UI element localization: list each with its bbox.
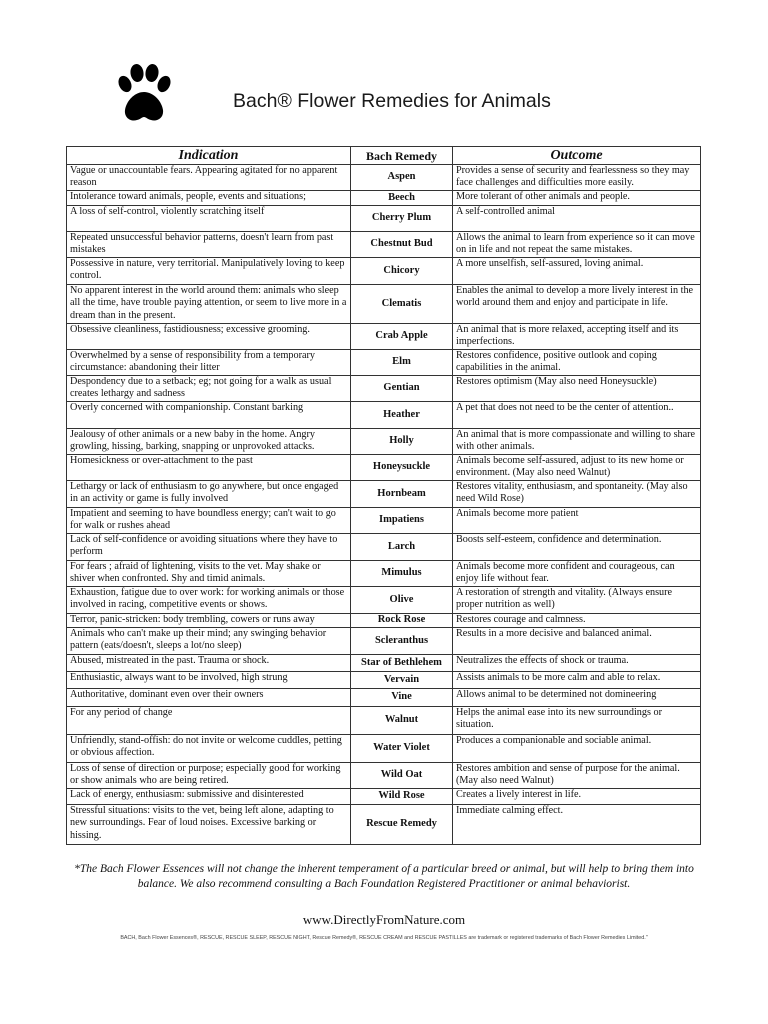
outcome-column-header: Outcome (453, 147, 701, 165)
website-url: www.DirectlyFromNature.com (302, 912, 466, 927)
table-header-row (67, 147, 701, 165)
table-row (67, 561, 701, 587)
outcome-cell: A pet that does not need to be the center of attention.. (453, 402, 701, 429)
outcome-cell: An animal that is more compassionate and willing to share with other animals. (453, 429, 701, 455)
table-row (67, 789, 701, 805)
paw-print-icon (112, 62, 176, 126)
table-row (67, 534, 701, 561)
indication-cell: Despondency due to a setback; eg; not going for a walk as usual creates lethargy and sadness (67, 376, 351, 402)
table-row (67, 350, 701, 376)
outcome-cell: Allows animal to be determined not domineering (453, 689, 701, 707)
indication-cell: Overwhelmed by a sense of responsibility from a temporary circumstance: abandoning their litter (67, 350, 351, 376)
remedy-column-header: Bach Remedy (351, 147, 453, 165)
indication-cell: Lethargy or lack of enthusiasm to go anywhere, but once engaged in an activity or game is fully involved (67, 481, 351, 508)
table-row (67, 707, 701, 735)
remedy-cell: Chicory (351, 258, 453, 285)
outcome-cell: Helps the animal ease into its new surroundings or situation. (453, 707, 701, 735)
indication-cell: Obsessive cleanliness, fastidiousness; excessive grooming. (67, 324, 351, 350)
outcome-cell: A restoration of strength and vitality. (Always ensure proper nutrition as well) (453, 587, 701, 614)
remedy-cell: Water Violet (351, 735, 453, 763)
outcome-cell: Animals become more patient (453, 508, 701, 534)
remedy-cell: Vine (351, 689, 453, 707)
table-row (67, 165, 701, 191)
outcome-cell: Produces a companionable and sociable animal. (453, 735, 701, 763)
remedy-cell: Walnut (351, 707, 453, 735)
remedy-cell: Beech (351, 191, 453, 206)
remedy-cell: Rock Rose (351, 614, 453, 628)
table-row (67, 735, 701, 763)
table-row (67, 628, 701, 655)
outcome-cell: Creates a lively interest in life. (453, 789, 701, 805)
outcome-cell: Animals become more confident and courageous, can enjoy life without fear. (453, 561, 701, 587)
outcome-cell: Restores courage and calmness. (453, 614, 701, 628)
table-row (67, 655, 701, 672)
outcome-cell: Restores confidence, positive outlook and coping capabilities in the animal. (453, 350, 701, 376)
table-row (67, 191, 701, 206)
indication-cell: Enthusiastic, always want to be involved, high strung (67, 672, 351, 689)
remedy-cell: Elm (351, 350, 453, 376)
remedy-cell: Aspen (351, 165, 453, 191)
table-row (67, 324, 701, 350)
indication-cell: Vague or unaccountable fears. Appearing agitated for no apparent reason (67, 165, 351, 191)
indication-cell: Lack of self-confidence or avoiding situations where they have to perform (67, 534, 351, 561)
table-row (67, 689, 701, 707)
outcome-cell: A more unselfish, self-assured, loving animal. (453, 258, 701, 285)
outcome-cell: Restores ambition and sense of purpose for the animal. (May also need Walnut) (453, 763, 701, 789)
table-row (67, 429, 701, 455)
indication-cell: Unfriendly, stand-offish: do not invite or welcome cuddles, petting or obvious affection. (67, 735, 351, 763)
indication-cell: No apparent interest in the world around them: animals who sleep all the time, have trouble paying attention, or seem to live more in a dream than in the present. (67, 285, 351, 324)
remedy-cell: Chestnut Bud (351, 232, 453, 258)
remedy-cell: Mimulus (351, 561, 453, 587)
outcome-cell: Immediate calming effect. (453, 805, 701, 845)
remedy-cell: Vervain (351, 672, 453, 689)
remedy-cell: Heather (351, 402, 453, 429)
indication-cell: Impatient and seeming to have boundless energy; can't wait to go for walk or rushes ahead (67, 508, 351, 534)
indication-cell: For any period of change (67, 707, 351, 735)
table-row (67, 402, 701, 429)
remedy-cell: Larch (351, 534, 453, 561)
indication-cell: A loss of self-control, violently scratching itself (67, 206, 351, 232)
remedy-cell: Wild Rose (351, 789, 453, 805)
table-row (67, 481, 701, 508)
outcome-cell: Boosts self-esteem, confidence and determination. (453, 534, 701, 561)
outcome-cell: Assists animals to be more calm and able to relax. (453, 672, 701, 689)
page-title: Bach® Flower Remedies for Animals (233, 90, 551, 112)
table-row (67, 376, 701, 402)
indication-cell: Stressful situations: visits to the vet, being left alone, adapting to new surroundings. Fear of loud noises. Excessive barking or hissing. (67, 805, 351, 845)
table-row (67, 455, 701, 481)
outcome-cell: Animals become self-assured, adjust to its new home or environment. (May also need Walnut) (453, 455, 701, 481)
table-row (67, 614, 701, 628)
indication-column-header: Indication (67, 147, 351, 165)
remedy-cell: Crab Apple (351, 324, 453, 350)
indication-cell: Overly concerned with companionship. Constant barking (67, 402, 351, 429)
remedy-cell: Hornbeam (351, 481, 453, 508)
remedy-cell: Gentian (351, 376, 453, 402)
indication-cell: Authoritative, dominant even over their owners (67, 689, 351, 707)
table-row (67, 285, 701, 324)
indication-cell: Intolerance toward animals, people, events and situations; (67, 191, 351, 206)
table-row (67, 587, 701, 614)
remedies-table (66, 146, 701, 845)
table-row (67, 258, 701, 285)
indication-cell: Animals who can't make up their mind; any swinging behavior pattern (eats/doesn't, sleeps a lot/no sleep) (67, 628, 351, 655)
outcome-cell: Restores vitality, enthusiasm, and spontaneity. (May also need Wild Rose) (453, 481, 701, 508)
remedy-cell: Olive (351, 587, 453, 614)
remedy-cell: Scleranthus (351, 628, 453, 655)
footnote: *The Bach Flower Essences will not change the inherent temperament of a particular breed or animal, but will help to bring them into balance. We also recommend consulting a Bach Foundation Registered Practitioner or animal behaviorist. (74, 863, 694, 890)
remedy-cell: Honeysuckle (351, 455, 453, 481)
table-row (67, 232, 701, 258)
outcome-cell: Neutralizes the effects of shock or trauma. (453, 655, 701, 672)
indication-cell: Abused, mistreated in the past. Trauma or shock. (67, 655, 351, 672)
indication-cell: Possessive in nature, very territorial. Manipulatively loving to keep control. (67, 258, 351, 285)
table-row (67, 805, 701, 845)
outcome-cell: Restores optimism (May also need Honeysuckle) (453, 376, 701, 402)
table-row (67, 672, 701, 689)
indication-cell: Loss of sense of direction or purpose; especially good for working or show animals who are being retired. (67, 763, 351, 789)
trademark-notice: BACH, Bach Flower Essences®, RESCUE, RESCUE SLEEP, RESCUE NIGHT, Rescue Remedy®, RESCUE CREAM and RESCUE PASTILLES are trademark or registered trademarks of Bach Flower Remedies Limited." (120, 935, 648, 941)
remedy-cell: Wild Oat (351, 763, 453, 789)
remedy-cell: Star of Bethlehem (351, 655, 453, 672)
indication-cell: Lack of energy, enthusiasm: submissive and disinterested (67, 789, 351, 805)
table-row (67, 508, 701, 534)
outcome-cell: Allows the animal to learn from experience so it can move on in life and not repeat the same mistakes. (453, 232, 701, 258)
remedy-cell: Clematis (351, 285, 453, 324)
indication-cell: Homesickness or over-attachment to the past (67, 455, 351, 481)
remedy-cell: Impatiens (351, 508, 453, 534)
indication-cell: Terror, panic-stricken: body trembling, cowers or runs away (67, 614, 351, 628)
outcome-cell: More tolerant of other animals and people. (453, 191, 701, 206)
outcome-cell: An animal that is more relaxed, accepting itself and its imperfections. (453, 324, 701, 350)
table-row (67, 763, 701, 789)
outcome-cell: Enables the animal to develop a more lively interest in the world around them and enjoy and participate in life. (453, 285, 701, 324)
remedy-cell: Rescue Remedy (351, 805, 453, 845)
table-row (67, 206, 701, 232)
indication-cell: Repeated unsuccessful behavior patterns, doesn't learn from past mistakes (67, 232, 351, 258)
indication-cell: Jealousy of other animals or a new baby in the home. Angry growling, hissing, barking, snapping or unprovoked attacks. (67, 429, 351, 455)
indication-cell: For fears ; afraid of lightening, visits to the vet. May shake or shiver when confronted. Shy and timid animals. (67, 561, 351, 587)
outcome-cell: Results in a more decisive and balanced animal. (453, 628, 701, 655)
outcome-cell: A self-controlled animal (453, 206, 701, 232)
remedy-cell: Holly (351, 429, 453, 455)
outcome-cell: Provides a sense of security and fearlessness so they may face challenges and difficulties more easily. (453, 165, 701, 191)
indication-cell: Exhaustion, fatigue due to over work: for working animals or those involved in racing, competitive events or shows. (67, 587, 351, 614)
remedy-cell: Cherry Plum (351, 206, 453, 232)
